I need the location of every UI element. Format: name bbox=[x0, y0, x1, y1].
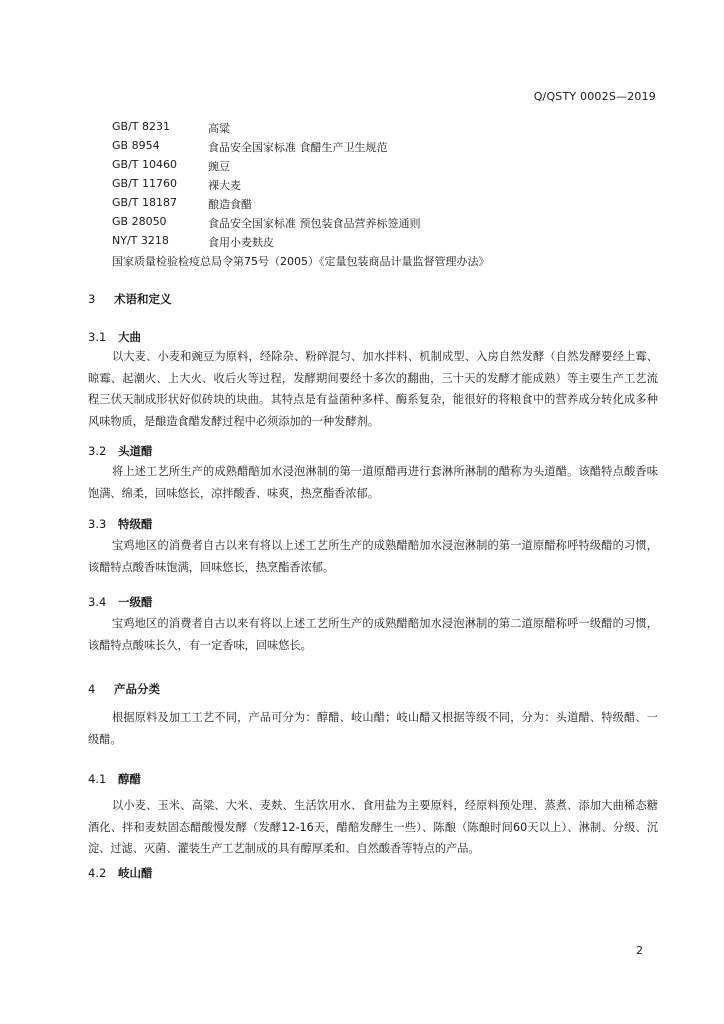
clause-title: 特级醋 bbox=[118, 517, 153, 531]
reference-name: 酿造食醋 bbox=[208, 198, 252, 211]
section-title: 产品分类 bbox=[114, 682, 160, 696]
clause-title: 醇醋 bbox=[118, 772, 141, 786]
term-3-3-heading bbox=[88, 516, 153, 532]
clause-4-1-text: 以小麦、玉米、高粱、大米、麦麸、生活饮用水、食用盐为主要原料，经原料预处理、蒸煮、添加大曲稀态糖酒化、拌和麦麸固态醋酸慢发酵（发酵12-16天，醋醅发酵生一些）、陈酿（陈酿时间60天以上）、淋制、分级、沉淀、过滤、灭菌、灌装生产工艺制成的具有醇厚柔和、自然酸香等特点的产品。 bbox=[88, 799, 658, 855]
section-title: 术语和定义 bbox=[114, 292, 172, 306]
reference-name: 豌豆 bbox=[208, 160, 230, 173]
clause-title: 一级醋 bbox=[118, 595, 153, 609]
page-number: 2 bbox=[636, 944, 643, 957]
section-number: 3 bbox=[88, 292, 96, 306]
clause-title: 大曲 bbox=[118, 330, 141, 344]
term-3-4-definition: 宝鸡地区的消费者自古以来有将以上述工艺所生产的成熟醋醅加水浸泡淋制的第二道原醋称呼一级醋的习惯，该醋特点酸味长久，有一定香味，回味悠长。 bbox=[88, 617, 658, 652]
reference-code: GB/T 10460 bbox=[112, 158, 177, 171]
term-3-3-definition: 宝鸡地区的消费者自古以来有将以上述工艺所生产的成熟醋醅加水浸泡淋制的第一道原醋称呼特级醋的习惯，该醋特点酸香味饱满，回味悠长，热烹酯香浓郁。 bbox=[88, 539, 658, 574]
term-3-1-definition: 以大麦、小麦和豌豆为原料，经除杂、粉碎混匀、加水拌料、机制成型、入房自然发酵（自然发酵要经上霉、晾霉、起潮火、上大火、收后火等过程，发酵期间要经十多次的翻曲，三十天的发酵才能成熟）等主要生产工艺流程三伏天制成形状好似砖块的块曲。其特点是有益菌种多样、酶系复杂，能很好的将粮食中的营养成分转化成多种风味物质，是酿造食醋发酵过程中必须添加的一种发酵剂。 bbox=[88, 350, 658, 428]
reference-name: 食品安全国家标准 预包装食品营养标签通则 bbox=[208, 217, 421, 230]
document-code-header: Q/QSTY 0002S—2019 bbox=[533, 90, 656, 103]
section-number: 4 bbox=[88, 682, 96, 696]
clause-title: 头道醋 bbox=[118, 444, 153, 458]
reference-name: 裸大麦 bbox=[208, 179, 241, 192]
clause-number: 4.1 bbox=[88, 772, 107, 786]
clause-number: 3.1 bbox=[88, 330, 107, 344]
term-3-2-definition: 将上述工艺所生产的成熟醋醅加水浸泡淋制的第一道原醋再进行套淋所淋制的醋称为头道醋。该醋特点酸香味饱满、绵柔，回味悠长，凉拌酸香、味爽，热烹酯香浓郁。 bbox=[88, 465, 658, 500]
section-3-heading bbox=[88, 291, 172, 307]
term-3-4-heading bbox=[88, 594, 153, 610]
term-3-1-heading bbox=[88, 329, 141, 345]
clause-number: 3.2 bbox=[88, 444, 107, 458]
section-4-heading bbox=[88, 681, 160, 697]
clause-number: 4.2 bbox=[88, 866, 107, 880]
clause-number: 3.4 bbox=[88, 595, 107, 609]
reference-code: GB 28050 bbox=[112, 215, 167, 228]
term-3-2-heading bbox=[88, 443, 153, 459]
clause-number: 3.3 bbox=[88, 517, 107, 531]
clause-title: 岐山醋 bbox=[118, 866, 153, 880]
reference-code: GB/T 11760 bbox=[112, 177, 177, 190]
clause-4-1-heading bbox=[88, 771, 141, 787]
reference-code: GB/T 18187 bbox=[112, 196, 177, 209]
reference-name: 高粱 bbox=[208, 122, 230, 135]
reference-name: 食品安全国家标准 食醋生产卫生规范 bbox=[208, 141, 388, 154]
reference-code: GB 8954 bbox=[112, 139, 160, 152]
reference-name: 食用小麦麸皮 bbox=[208, 236, 274, 249]
reference-code: GB/T 8231 bbox=[112, 120, 170, 133]
reference-code: NY/T 3218 bbox=[112, 234, 169, 247]
clause-4-2-heading bbox=[88, 865, 153, 881]
reference-regulation: 国家质量检验检疫总局令第75号（2005）《定量包装商品计量监督管理办法》 bbox=[112, 255, 490, 268]
product-classification-intro: 根据原料及加工工艺不同，产品可分为：醇醋、岐山醋；岐山醋又根据等级不同，分为：头道醋、特级醋、一级醋。 bbox=[88, 711, 658, 746]
